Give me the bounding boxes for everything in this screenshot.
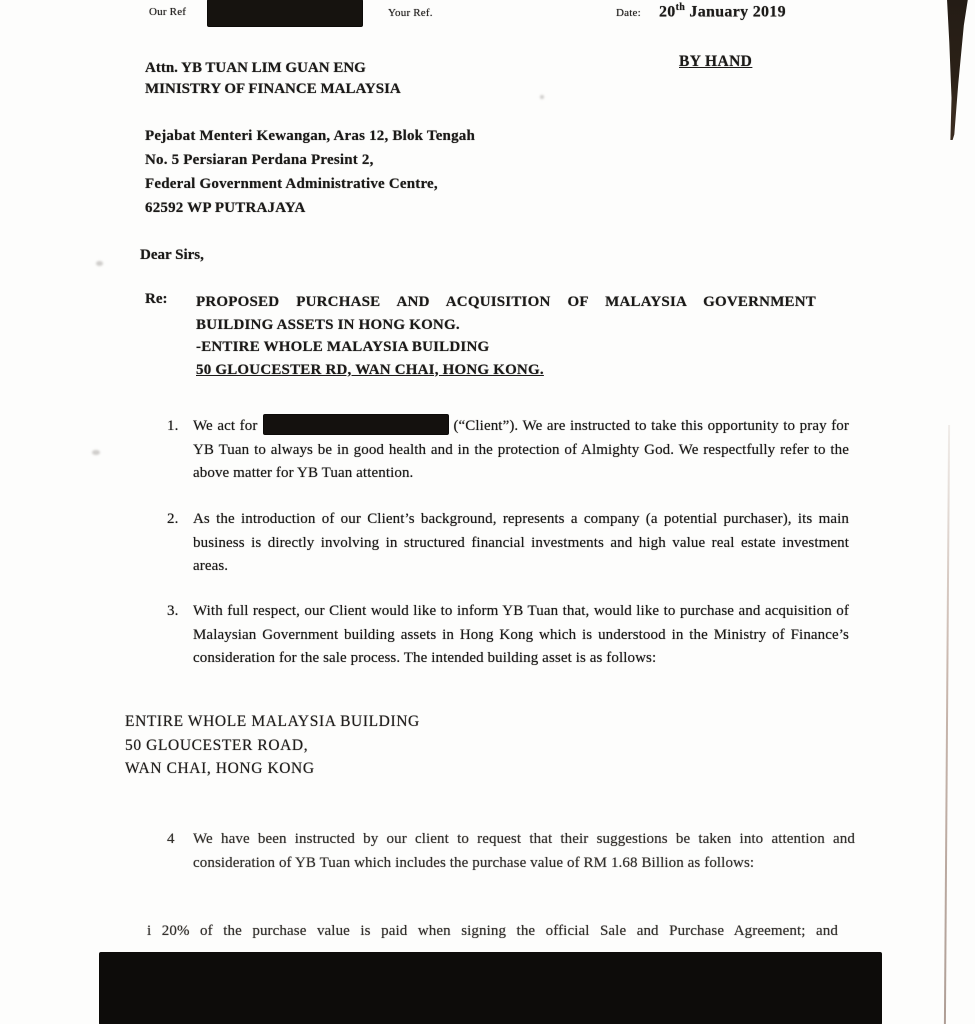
subject-line-3: -ENTIRE WHOLE MALAYSIA BUILDING — [196, 339, 490, 355]
paragraph-2 — [167, 508, 849, 579]
paragraph-number: 3. — [167, 603, 179, 619]
paragraph-1 — [167, 415, 849, 486]
date-month-year: January 2019 — [685, 3, 786, 21]
scan-artifact-top-right — [942, 0, 970, 140]
address-line: 62592 WP PUTRAJAYA — [145, 200, 306, 216]
address-line: Pejabat Menteri Kewangan, Aras 12, Blok Tengah — [145, 128, 476, 144]
subject-label: Re: — [145, 291, 168, 307]
paragraph-4 — [167, 828, 855, 875]
postal-address — [145, 124, 475, 220]
subject-line-1: PROPOSED PURCHASE AND ACQUISITION OF MALAYSIA GOVERNMENT — [196, 294, 816, 310]
ministry-line: MINISTRY OF FINANCE MALAYSIA — [145, 81, 401, 97]
scan-speck — [96, 261, 103, 266]
paragraph-number: 4 — [167, 831, 175, 847]
salutation: Dear Sirs, — [140, 247, 204, 263]
address-line: Federal Government Administrative Centre, — [145, 176, 438, 192]
client-name-redaction — [264, 415, 448, 434]
address-line: No. 5 Persiaran Perdana Presint 2, — [145, 152, 374, 168]
your-ref-label: Your Ref. — [388, 7, 433, 19]
paragraph-text: As the introduction of our Client’s background, represents a company (a potential purchaser), its main business is directly involving in structured financial investments and high value real estate investment areas. — [193, 511, 849, 574]
date-value — [659, 2, 786, 21]
paragraph-text-before: We act for — [193, 418, 258, 434]
paragraph-number: 2. — [167, 511, 179, 527]
date-label: Date: — [616, 7, 641, 19]
paragraph-number: 1. — [167, 418, 179, 434]
scan-speck — [92, 450, 100, 455]
item-marker: i — [147, 923, 152, 939]
date-ordinal-suffix: th — [675, 2, 686, 13]
property-line: WAN CHAI, HONG KONG — [125, 760, 315, 777]
subject-line-4: 50 GLOUCESTER RD, WAN CHAI, HONG KONG. — [196, 361, 544, 378]
paragraph-text: We have been instructed by our client to request that their suggestions be taken into attention and consideration of YB Tuan which includes the purchase value of RM 1.68 Billion as follows: — [193, 831, 855, 871]
property-block — [125, 710, 420, 781]
our-ref-redaction — [208, 0, 362, 26]
scan-artifact-right-line — [944, 425, 950, 1024]
attn-line: Attn. YB TUAN LIM GUAN ENG — [145, 60, 366, 76]
paragraph-text: With full respect, our Client would like to inform YB Tuan that, would like to purchase and acquisition of Malaysian Government building assets in Hong Kong which is understood in the Ministry of Finance’s consideration for the sale process. The intended building asset is as follows: — [193, 603, 849, 666]
bottom-redaction — [100, 953, 881, 1024]
property-line: ENTIRE WHOLE MALAYSIA BUILDING — [125, 713, 420, 730]
paragraph-text-after: (“Client”). We are instructed to take this opportunity to pray for YB Tuan to always be in good health and in the protection of Almighty God. We respectfully refer to the above matter for YB Tuan attention. — [193, 418, 849, 481]
by-hand-label: BY HAND — [679, 53, 753, 70]
subject-block — [196, 291, 816, 381]
scan-speck — [540, 95, 544, 99]
our-ref-label: Our Ref — [149, 6, 187, 18]
item-text: 20% of the purchase value is paid when signing the official Sale and Purchase Agreement; and — [161, 923, 838, 939]
property-line: 50 GLOUCESTER ROAD, — [125, 736, 309, 754]
date-day: 20 — [659, 3, 676, 21]
payment-item-i — [147, 920, 838, 944]
paragraph-3 — [167, 600, 849, 671]
subject-line-2: BUILDING ASSETS IN HONG KONG. — [196, 316, 460, 333]
